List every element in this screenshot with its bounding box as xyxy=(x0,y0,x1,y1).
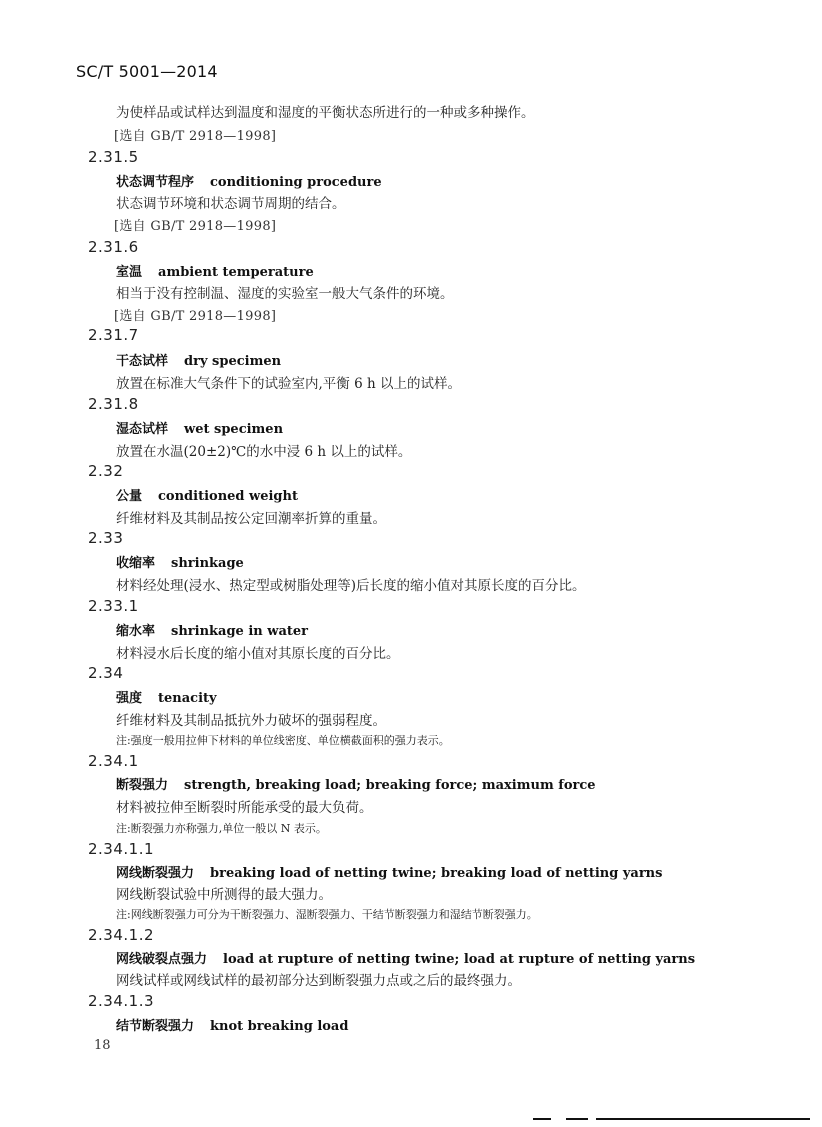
clause-number: 2.34 xyxy=(88,664,124,682)
definition-text: 材料浸水后长度的缩小值对其原长度的百分比。 xyxy=(116,646,400,662)
clause-number: 2.34.1.3 xyxy=(88,992,155,1010)
term-chinese: 公量 xyxy=(116,489,143,504)
term-chinese: 网线破裂点强力 xyxy=(116,952,208,967)
note-text: 注:网线断裂强力可分为干断裂强力、湿断裂强力、干结节断裂强力和湿结节断裂强力。 xyxy=(116,908,538,921)
term-chinese: 强度 xyxy=(116,691,143,706)
term-line xyxy=(116,620,308,639)
term-line xyxy=(116,1015,348,1034)
definition-text: 状态调节环境和状态调节周期的结合。 xyxy=(116,196,346,212)
term-english: strength, breaking load; breaking force; maximum force xyxy=(184,778,596,793)
term-chinese: 收缩率 xyxy=(116,556,156,571)
term-line xyxy=(116,350,281,369)
definition-text: 相当于没有控制温、湿度的实验室一般大气条件的环境。 xyxy=(116,286,454,302)
definition-text: 放置在标准大气条件下的试验室内,平衡 6 h 以上的试样。 xyxy=(116,376,461,392)
definition-text: 材料经处理(浸水、热定型或树脂处理等)后长度的缩小值对其原长度的百分比。 xyxy=(116,578,586,594)
term-chinese: 网线断裂强力 xyxy=(116,866,195,881)
term-english: wet specimen xyxy=(184,422,284,437)
note-text: 注:断裂强力亦称强力,单位一般以 N 表示。 xyxy=(116,822,327,835)
definition-text: 纤维材料及其制品按公定回潮率折算的重量。 xyxy=(116,511,386,527)
clause-number: 2.31.5 xyxy=(88,148,139,166)
term-chinese: 断裂强力 xyxy=(116,778,169,793)
definition-text: 网线试样或网线试样的最初部分达到断裂强力点或之后的最终强力。 xyxy=(116,973,521,989)
definition-text: 放置在水温(20±2)℃的水中浸 6 h 以上的试样。 xyxy=(116,444,412,460)
term-line xyxy=(116,552,244,571)
clause-number: 2.33.1 xyxy=(88,597,139,615)
term-chinese: 湿态试样 xyxy=(116,422,169,437)
term-line xyxy=(116,418,283,437)
clause-number: 2.31.7 xyxy=(88,326,139,344)
definition-text: 材料被拉伸至断裂时所能承受的最大负荷。 xyxy=(116,800,373,816)
footer-rule-segment xyxy=(566,1118,588,1120)
footer-rule-segment xyxy=(596,1118,810,1120)
term-english: ambient temperature xyxy=(158,265,314,280)
term-chinese: 缩水率 xyxy=(116,624,156,639)
term-chinese: 状态调节程序 xyxy=(116,175,195,190)
term-chinese: 干态试样 xyxy=(116,354,169,369)
definition-text: 纤维材料及其制品抵抗外力破坏的强弱程度。 xyxy=(116,713,386,729)
term-line xyxy=(116,485,298,504)
clause-number: 2.31.8 xyxy=(88,395,139,413)
term-english: breaking load of netting twine; breaking load of netting yarns xyxy=(210,866,663,881)
source-reference: [选自 GB/T 2918—1998] xyxy=(114,309,277,324)
clause-number: 2.31.6 xyxy=(88,238,139,256)
source-reference: [选自 GB/T 2918—1998] xyxy=(114,129,277,144)
term-line xyxy=(116,261,314,280)
term-english: knot breaking load xyxy=(210,1019,349,1034)
source-reference: [选自 GB/T 2918—1998] xyxy=(114,219,277,234)
page-number: 18 xyxy=(94,1038,111,1053)
clause-number: 2.34.1.1 xyxy=(88,840,155,858)
clause-number: 2.33 xyxy=(88,529,124,547)
term-line xyxy=(116,862,662,881)
definition-text: 为使样品或试样达到温度和湿度的平衡状态所进行的一种或多种操作。 xyxy=(116,105,535,121)
document-code-header: SC/T 5001—2014 xyxy=(76,62,218,81)
term-english: conditioning procedure xyxy=(210,175,382,190)
term-line xyxy=(116,948,695,967)
term-english: conditioned weight xyxy=(158,489,298,504)
definition-text: 网线断裂试验中所测得的最大强力。 xyxy=(116,887,332,903)
term-english: tenacity xyxy=(158,691,217,706)
term-line xyxy=(116,687,217,706)
term-chinese: 室温 xyxy=(116,265,143,280)
footer-rule-segment xyxy=(533,1118,551,1120)
clause-number: 2.34.1 xyxy=(88,752,139,770)
term-line xyxy=(116,171,382,190)
term-english: shrinkage in water xyxy=(171,624,308,639)
clause-number: 2.32 xyxy=(88,462,124,480)
clause-number: 2.34.1.2 xyxy=(88,926,155,944)
term-line xyxy=(116,774,596,793)
note-text: 注:强度一般用拉伸下材料的单位线密度、单位横截面积的强力表示。 xyxy=(116,734,450,747)
term-english: shrinkage xyxy=(171,556,244,571)
term-chinese: 结节断裂强力 xyxy=(116,1019,195,1034)
term-english: dry specimen xyxy=(184,354,282,369)
term-english: load at rupture of netting twine; load at rupture of netting yarns xyxy=(223,952,696,967)
